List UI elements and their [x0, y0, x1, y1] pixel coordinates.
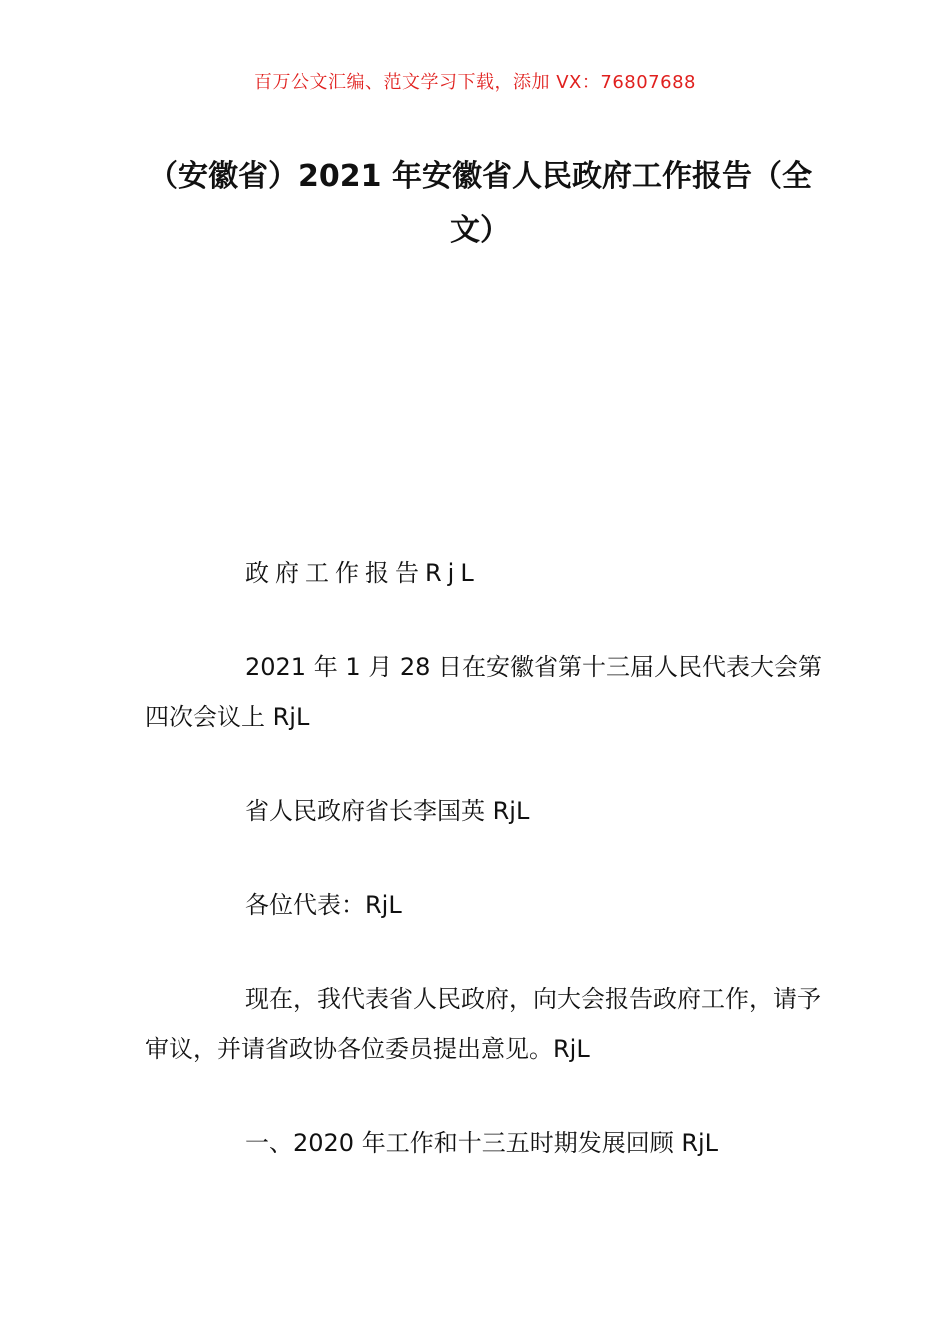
- report-heading: 政府工作报告RjL: [245, 559, 480, 587]
- document-body: [145, 548, 825, 1212]
- speaker-line: 省人民政府省长李国英 RjL: [245, 797, 530, 825]
- meeting-date-line: 2021 年 1 月 28 日在安徽省第十三届人民代表大会第四次会议上 RjL: [145, 653, 823, 731]
- salutation: 各位代表：RjL: [245, 891, 402, 919]
- section-heading-1: 一、2020 年工作和十三五时期发展回顾 RjL: [245, 1129, 719, 1157]
- document-title: （安徽省）2021 年安徽省人民政府工作报告（全文）: [148, 159, 812, 248]
- header-note: 百万公文汇编、范文学习下载，添加 VX：76807688: [254, 72, 696, 93]
- opening-paragraph: 现在，我代表省人民政府，向大会报告政府工作，请予审议，并请省政协各位委员提出意见。RjL: [145, 985, 821, 1063]
